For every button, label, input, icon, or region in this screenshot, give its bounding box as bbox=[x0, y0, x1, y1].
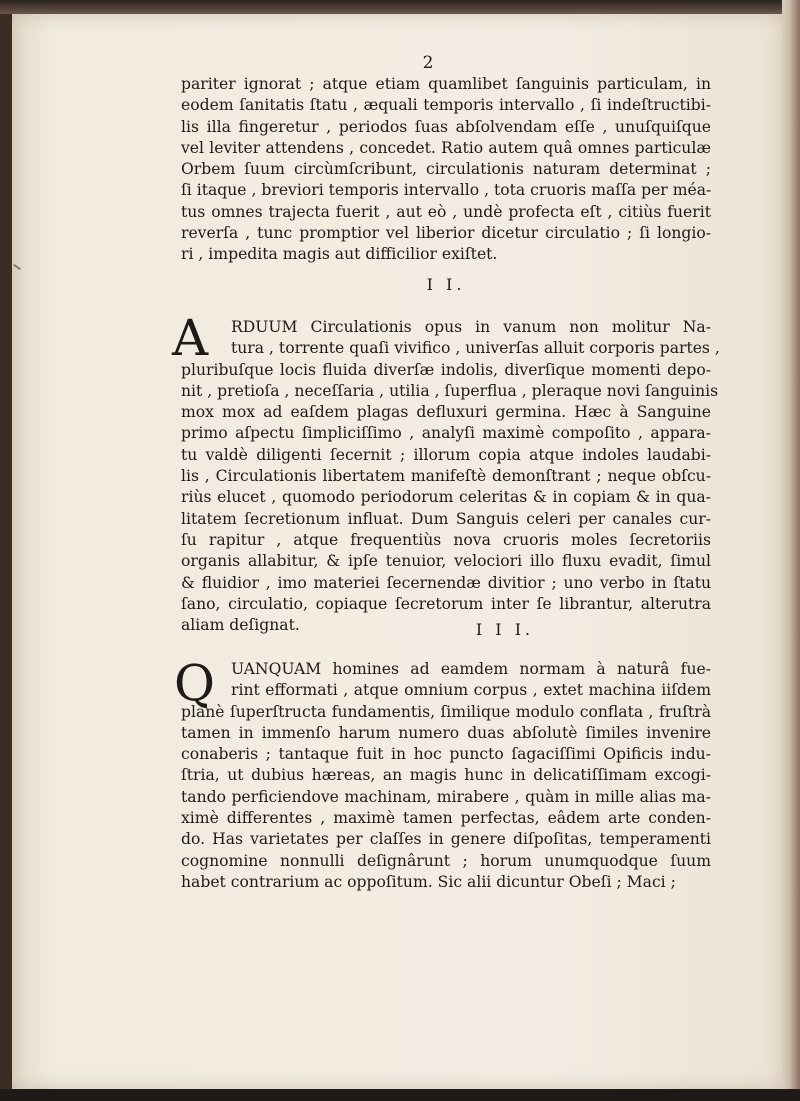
text-line: planè ſuperſtructa fundamentis, ſimilique modulo conflata , fruſtrà bbox=[181, 702, 711, 721]
text-line: litatem ſecretionum influat. Dum Sanguis celeri per canales cur- bbox=[181, 509, 711, 528]
text-line: riùs elucet , quomodo periodorum celeritas & in copiam & in qua- bbox=[181, 488, 711, 507]
text-line: ſi itaque , breviori temporis intervallo , tota cruoris maſſa per méa- bbox=[181, 181, 712, 200]
text-line: aliam deſignat. bbox=[181, 616, 300, 635]
bottom-edge bbox=[0, 1089, 800, 1101]
text-line: mox mox ad eaſdem plagas defluxuri germina. Hæc à Sanguine bbox=[181, 403, 711, 422]
text-line: lis illa fingeretur , periodos ſuas abſolvendam eſſe , unuſquiſque bbox=[181, 117, 711, 136]
right-page-edge bbox=[782, 0, 800, 1101]
section-heading-3: I I I. bbox=[475, 620, 535, 639]
text-line: tura , torrente quaſi vivifico , univerſas alluit corporis partes , bbox=[231, 339, 720, 358]
text-line: ſtria, ut dubius hæreas, an magis hunc in delicatiſſimam excogi- bbox=[181, 766, 711, 785]
text-line: primo aſpectu ſimpliciſſimo , analyſi maximè compoſito , appara- bbox=[181, 424, 711, 443]
page-number: 2 bbox=[422, 53, 434, 73]
text-line: pluribuſque locis fluida diverſæ indolis, diverſique momenti depo- bbox=[181, 360, 711, 379]
text-line: tamen in immenſo harum numero duas abſolutè ſimiles invenire bbox=[181, 723, 711, 742]
text-line: cognomine nonnulli deſignârunt ; horum unumquodque ſuum bbox=[181, 851, 711, 870]
text-line: tus omnes trajecta fuerit , aut eò , undè profecta eſt , citiùs fuerit bbox=[181, 202, 711, 221]
text-line: tando perficiendove machinam, mirabere , quàm in mille alias ma- bbox=[181, 787, 711, 806]
text-line: rint efformati , atque omnium corpus , extet machina iiſdem bbox=[231, 681, 711, 700]
paragraph-2 bbox=[181, 317, 720, 636]
section-heading-2: I I. bbox=[426, 275, 466, 294]
text-line: tu valdè diligenti ſecernit ; illorum copia atque indoles laudabi- bbox=[181, 445, 711, 464]
text-line: eodem ſanitatis ſtatu , æquali temporis intervallo , ſi indeſtructibi- bbox=[181, 96, 711, 115]
text-line: reverſa , tunc promptior vel liberior dicetur circulatio ; ſi longio- bbox=[181, 224, 711, 243]
text-line: ſano, circulatio, copiaque ſecretorum inter ſe librantur, alterutra bbox=[181, 594, 711, 613]
text-line: Orbem ſuum circùmſcribunt, circulationis naturam determinat ; bbox=[181, 160, 711, 179]
paragraph-1 bbox=[181, 74, 711, 266]
text-line: & fluidior , imo materiei ſecernendæ divitior ; uno verbo in ſtatu bbox=[181, 573, 711, 592]
text-line: ximè differentes , maximè tamen perfectas, eâdem arte conden- bbox=[181, 809, 711, 828]
text-line: organis allabitur, & ipſe tenuior, velociori illo fluxu evadit, ſimul bbox=[181, 552, 711, 571]
text-line: lis , Circulationis libertatem manifeſtè demonſtrant ; neque obſcu- bbox=[181, 467, 711, 486]
text-line: ri , impedita magis aut difficilior exiſtet. bbox=[181, 245, 498, 264]
paragraph-3 bbox=[181, 659, 711, 893]
text-line: RDUUM Circulationis opus in vanum non molitur Na- bbox=[231, 318, 711, 336]
text-line: ſu rapitur , atque frequentiùs nova cruoris moles ſecretoriis bbox=[181, 530, 711, 549]
text-line: pariter ignorat ; atque etiam quamlibet ſanguinis particulam, in bbox=[181, 75, 711, 93]
top-edge bbox=[0, 0, 800, 14]
text-line: UANQUAM homines ad eamdem normam à naturâ fue- bbox=[231, 660, 711, 678]
text-line: vel leviter attendens , concedet. Ratio autem quâ omnes particulæ bbox=[181, 138, 711, 157]
drop-cap-2: A bbox=[172, 309, 209, 367]
drop-cap-3: Q bbox=[174, 654, 215, 712]
text-line: habet contrarium ac oppoſitum. Sic alii dicuntur Obeſi ; Maci ; bbox=[181, 872, 676, 891]
text-line: do. Has varietates per claſſes in genere diſpoſitas, temperamenti bbox=[181, 830, 711, 849]
text-line: nit , pretioſa , neceſſaria , utilia , ſuperflua , pleraque novi ſanguinis bbox=[181, 381, 719, 400]
text-line: conaberis ; tantaque fuit in hoc puncto ſagaciſſimi Opificis indu- bbox=[181, 745, 711, 764]
